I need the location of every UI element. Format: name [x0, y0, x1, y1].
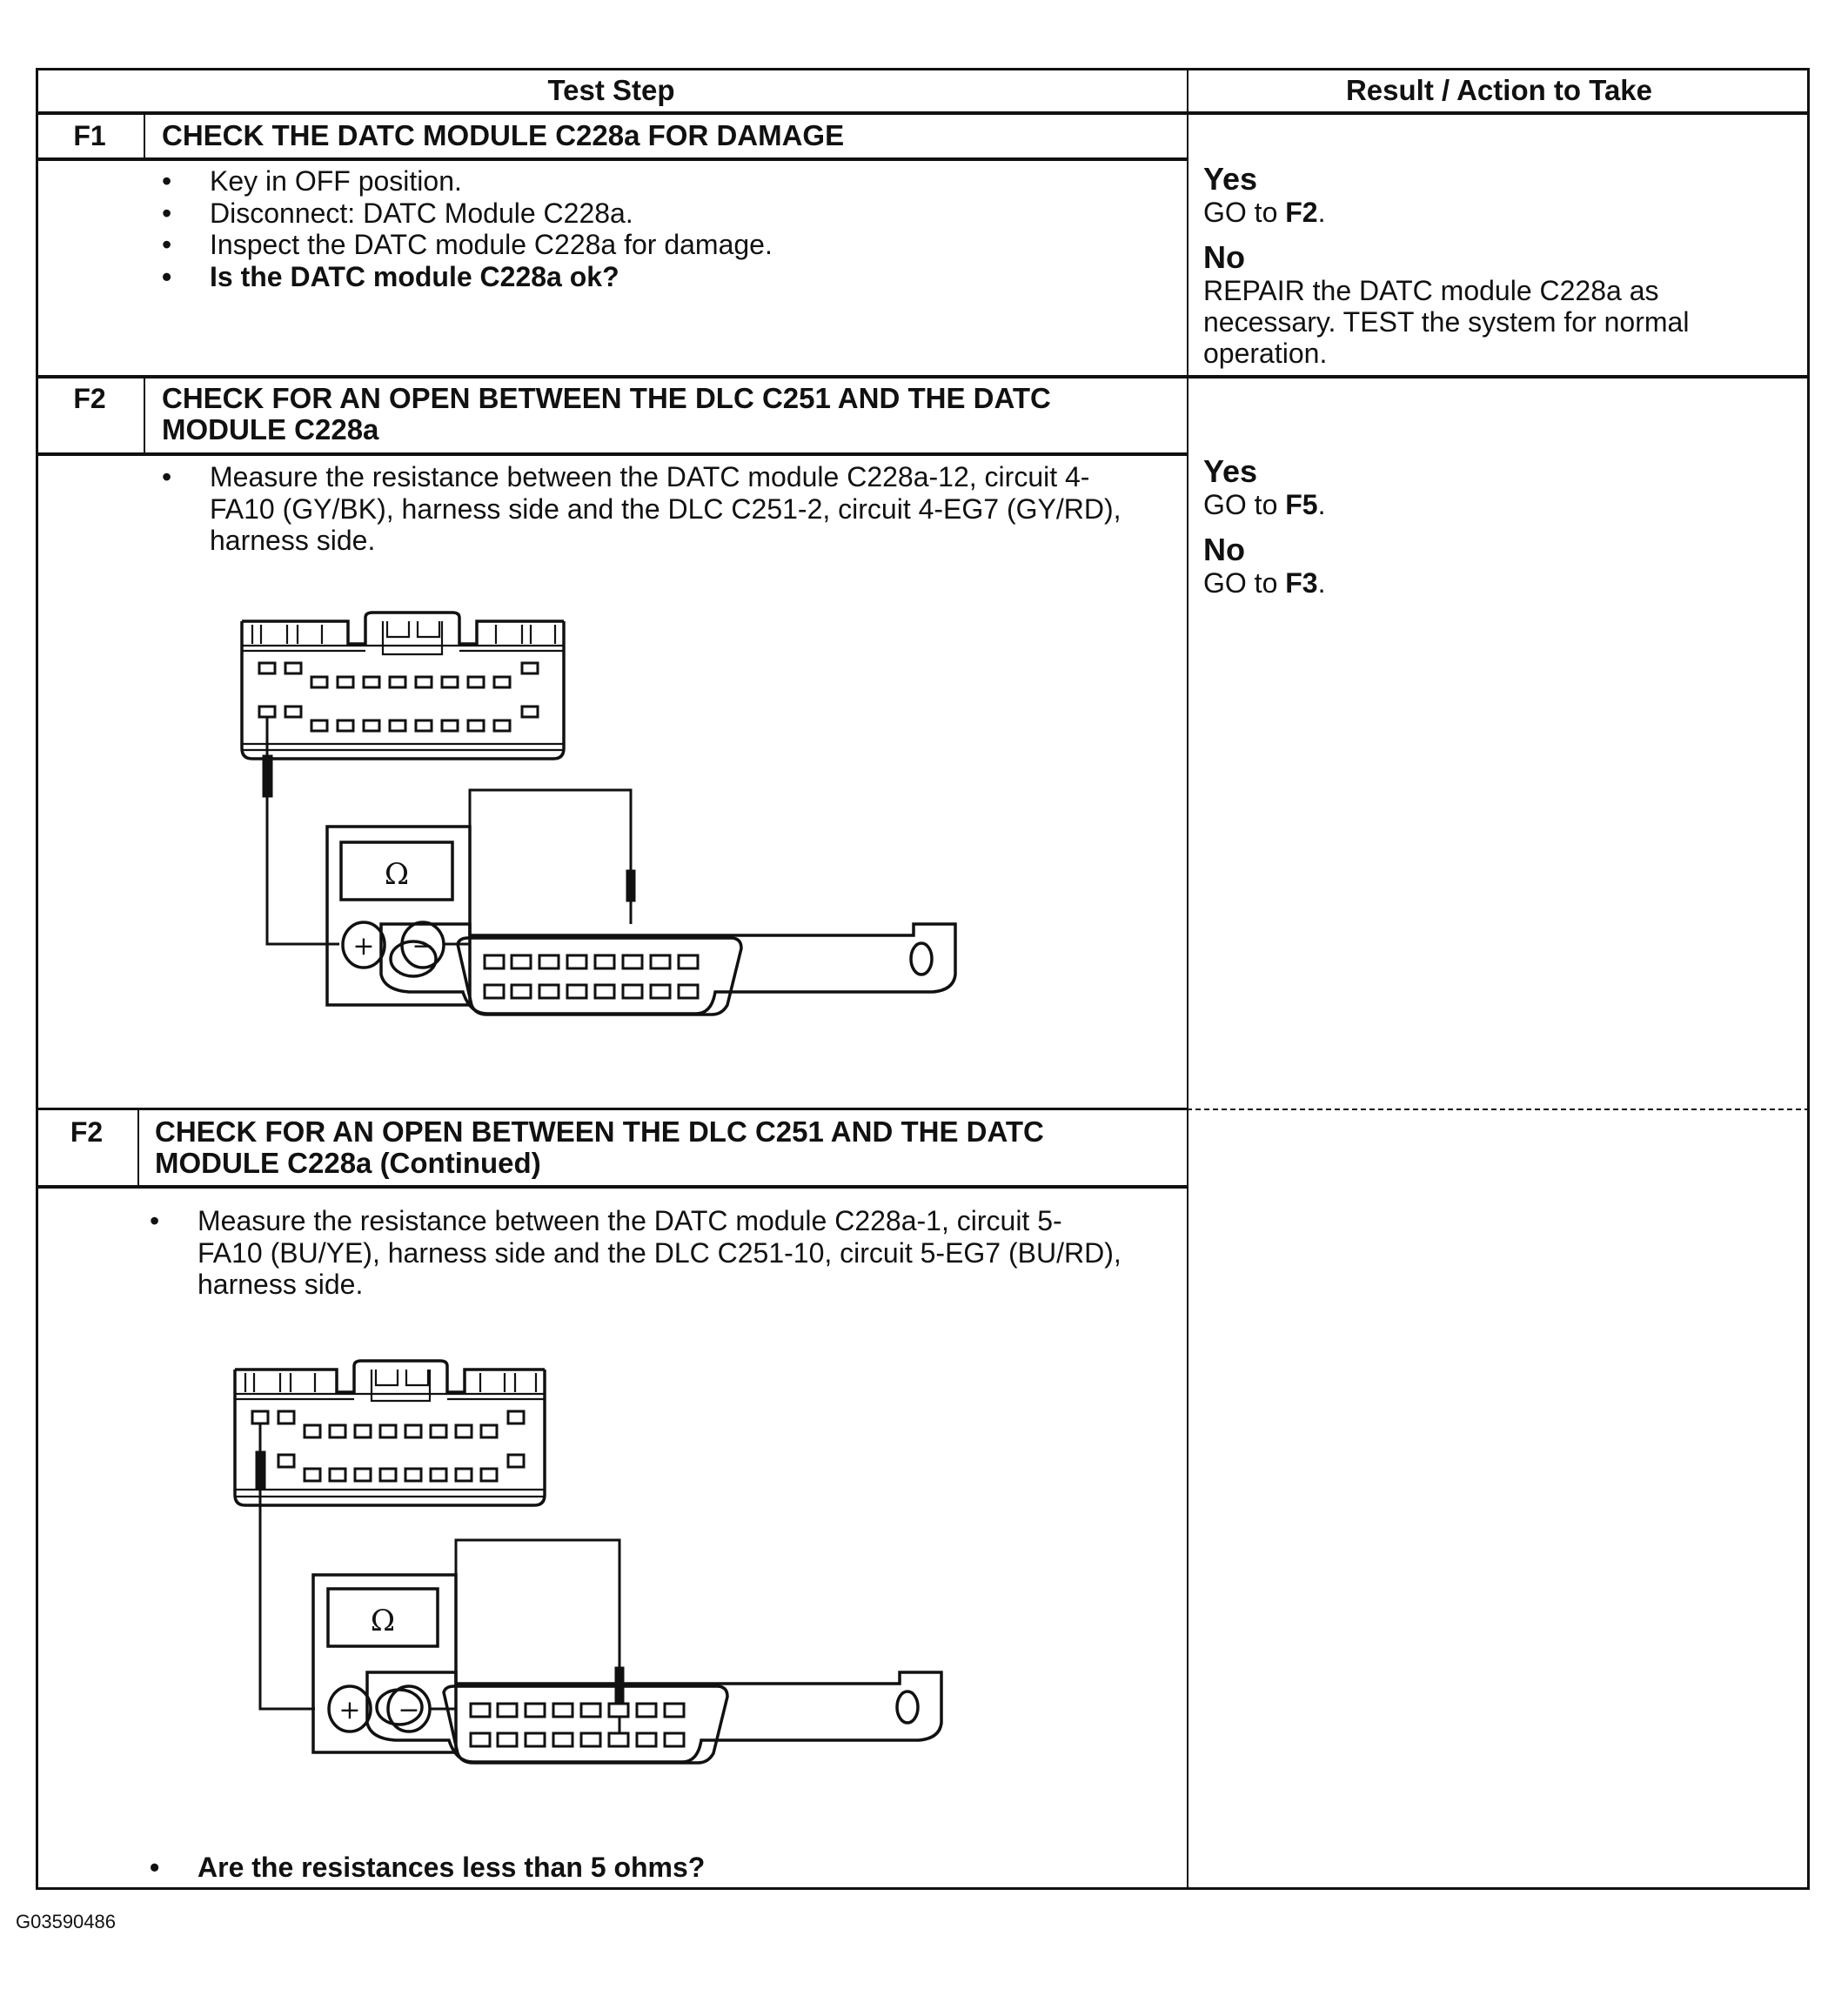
step-number-f2: F2 — [73, 383, 106, 414]
step-title-f2: CHECK FOR AN OPEN BETWEEN THE DLC C251 AND THE DATC MODULE C228a — [162, 382, 1051, 445]
result-answer-yes: Yes — [1203, 453, 1258, 489]
step-title-f2-continued: CHECK FOR AN OPEN BETWEEN THE DLC C251 AND THE DATC MODULE C228a (Continued) — [155, 1115, 1044, 1179]
step-number-divider — [144, 377, 145, 454]
instruction-item: • Key in OFF position. — [162, 165, 1162, 198]
test-probe — [256, 1451, 265, 1490]
datc-module-connector — [242, 613, 564, 759]
step-f1-results — [1203, 162, 1795, 381]
figure-id: G03590486 — [16, 1911, 116, 1932]
instruction-item: • Measure the resistance between the DATC module C228a-1, circuit 5-FA10 (BU/YE), harness side and the DLC C251-10, circuit 5-EG7 (BU/RD), harness side. — [150, 1205, 1124, 1301]
header-test-step: Test Step — [547, 74, 675, 106]
svg-text:−: − — [398, 1695, 420, 1725]
result-action-no: GO to F3. — [1203, 567, 1326, 599]
step-number-divider — [144, 113, 145, 159]
row-divider — [36, 375, 1810, 378]
step-number-divider — [137, 1109, 139, 1187]
svg-text:+: + — [338, 1695, 361, 1725]
step-f2-instructions — [162, 461, 1136, 557]
result-answer-no: No — [1203, 239, 1245, 275]
ohm-symbol: Ω — [384, 857, 410, 892]
instruction-question: • Is the DATC module C228a ok? — [162, 261, 1162, 293]
step-number-f2-continued: F2 — [70, 1116, 104, 1148]
ohmmeter — [327, 827, 470, 1005]
header-divider — [36, 111, 1810, 115]
step-header-divider — [36, 452, 1187, 456]
step-header-divider — [36, 157, 1187, 161]
step-f2-continued-question — [150, 1852, 1124, 1884]
step-number-f1: F1 — [73, 120, 106, 151]
header-result: Result / Action to Take — [1345, 74, 1653, 106]
instruction-item: • Measure the resistance between the DATC module C228a-12, circuit 4-FA10 (GY/BK), harness side and the DLC C251-2, circuit 4-EG7 (GY/RD), harness side. — [162, 461, 1136, 557]
ohmmeter — [313, 1575, 456, 1752]
step-reference-link: F3 — [1285, 567, 1318, 599]
instruction-question: • Are the resistances less than 5 ohms? — [150, 1852, 1124, 1884]
row-divider-continued — [1187, 1109, 1810, 1110]
resistance-test-diagram-2 — [228, 1357, 950, 1766]
resistance-test-diagram-1 — [235, 609, 957, 1018]
svg-text:−: − — [412, 931, 434, 961]
result-answer-no: No — [1203, 532, 1245, 567]
step-f1-instructions — [162, 165, 1162, 292]
result-action-yes: GO to F2. — [1203, 197, 1326, 228]
result-answer-yes: Yes — [1203, 161, 1258, 197]
step-title-f1: CHECK THE DATC MODULE C228a FOR DAMAGE — [162, 119, 845, 151]
test-probe — [626, 870, 635, 901]
step-f2-results — [1203, 454, 1795, 611]
result-action-no: REPAIR the DATC module C228a as necessary. TEST the system for normal operation. — [1203, 275, 1690, 369]
column-divider — [1187, 68, 1188, 1890]
step-reference-link: F5 — [1285, 489, 1318, 520]
step-header-divider — [36, 1185, 1187, 1189]
result-action-yes: GO to F5. — [1203, 489, 1326, 520]
test-probe — [263, 755, 272, 797]
step-f2-continued-instructions — [150, 1205, 1124, 1301]
dlc-connector — [367, 1672, 941, 1763]
step-reference-link: F2 — [1285, 197, 1318, 228]
datc-module-connector — [235, 1361, 545, 1505]
instruction-item: • Disconnect: DATC Module C228a. — [162, 198, 1162, 230]
ohm-symbol: Ω — [370, 1604, 396, 1638]
instruction-item: • Inspect the DATC module C228a for damage. — [162, 229, 1162, 261]
dlc-connector — [381, 924, 955, 1015]
svg-text:+: + — [352, 931, 375, 961]
row-divider — [36, 1108, 1187, 1110]
